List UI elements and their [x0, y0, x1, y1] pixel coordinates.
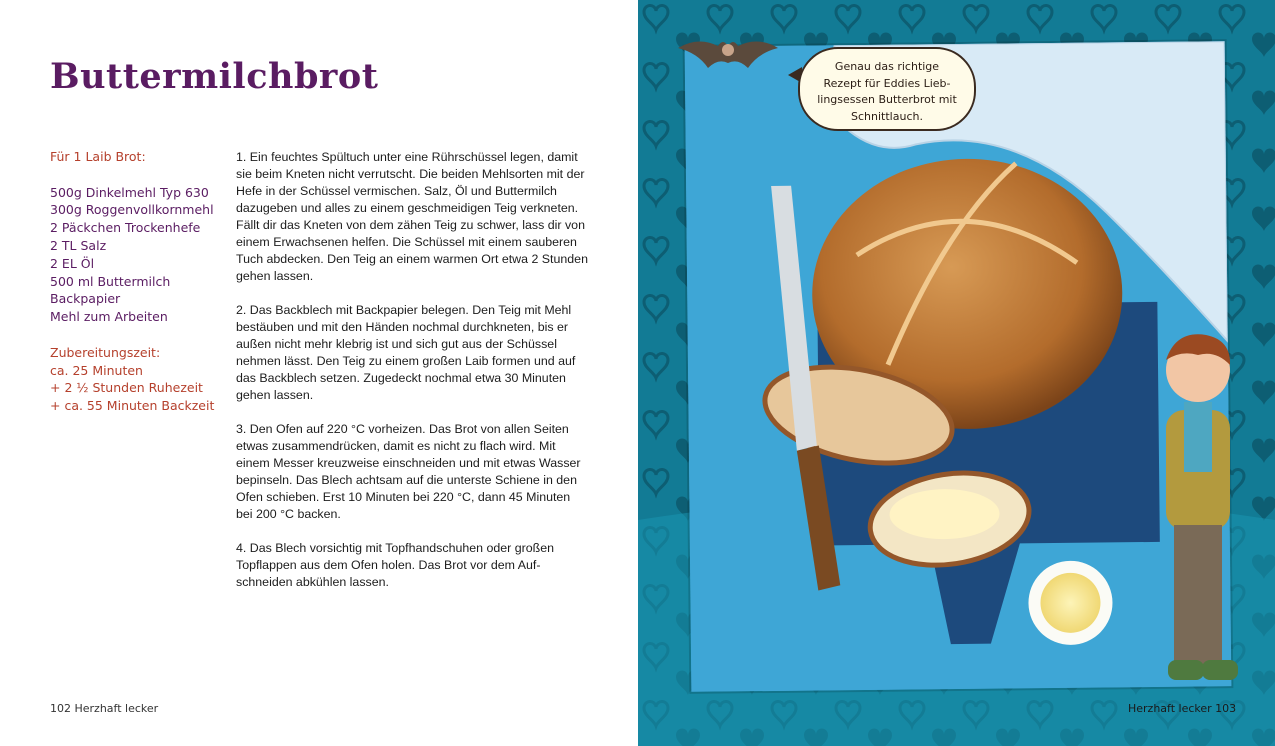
ingredient-item: 300g Roggenvollkornmehl [50, 202, 214, 218]
right-page [638, 0, 1275, 746]
ingredient-item: 2 TL Salz [50, 237, 107, 253]
ingredients-heading: Für 1 Laib Brot: [50, 149, 146, 164]
ingredient-item: 2 EL Öl [50, 255, 95, 271]
instruction-step: 3. Den Ofen auf 220 °C vorheizen. Das Brot von allen Seiten etwas zusammendrücken, damit es nicht zu flach wird. Mit einem Messer kreuzweise einschneiden und mit etwas Wasser bepinseln. Das Blech achtsam auf die unterste Schiene in den Ofen schieben. Erst 10 Minuten bei 220 °C, dann 45 Minuten bei 200 °C backen. [236, 422, 581, 521]
instruction-step: 4. Das Blech vorsichtig mit Topfhandschuhen oder großen Topflappen aus dem Ofen holen. Das Brot vor dem Aufschneiden abkühlen lassen. [236, 541, 554, 589]
time-item: ca. 25 Minuten [50, 362, 143, 378]
ingredient-item: 500g Dinkelmehl Typ 630 [50, 184, 209, 200]
page-footer-right: Herzhaft lecker 103 [1128, 702, 1237, 715]
ingredient-item: 2 Päckchen Trockenhefe [50, 220, 201, 236]
speech-bubble: Genau das richtige Rezept für Eddies Lieblingsessen Butterbrot mit Schnittlauch. [798, 47, 976, 131]
time-heading: Zubereitungszeit: [50, 344, 161, 360]
recipe-title: Buttermilchbrot [50, 56, 379, 97]
page-footer-left: 102 Herzhaft lecker [50, 702, 159, 715]
time-item: + ca. 55 Minuten Backzeit [50, 398, 215, 414]
boy-illustration [1136, 330, 1260, 700]
instruction-step: 2. Das Backblech mit Backpapier belegen. Den Teig mit Mehl bestäuben und mit den Händen nochmal durchkneten, bis er außen nicht mehr klebrig ist und sich gut aus der Schüssel nehmen lässt. Den Teig zu einem großen Laib formen und auf das Backblech setzen. Zugedeckt nochmal etwa 30 Minuten gehen lassen. [236, 303, 576, 402]
ingredient-item: Backpapier [50, 291, 121, 307]
instructions [236, 149, 588, 608]
ingredients-block [50, 148, 220, 415]
ingredient-item: 500 ml Buttermilch [50, 273, 171, 289]
time-item: + 2 ½ Stunden Ruhezeit [50, 380, 203, 396]
bat-icon [678, 28, 778, 78]
instruction-step: 1. Ein feuchtes Spültuch unter eine Rührschüssel legen, damit sie beim Kneten nicht verrutscht. Die beiden Mehlsorten mit der Hefe in der Schüssel vermischen. Salz, Öl und Buttermilch dazugeben und alles zu einem geschmeidigen Teig verkneten. Fällt dir das Kneten von dem zähen Teig zu schwer, lass dir von einem Erwachsenen helfen. Die Schüssel mit einem sauberen Tuch abdecken. Den Teig an einem warmen Ort etwa 2 Stunden gehen lassen. [236, 150, 588, 283]
ingredient-item: Mehl zum Arbeiten [50, 309, 168, 325]
